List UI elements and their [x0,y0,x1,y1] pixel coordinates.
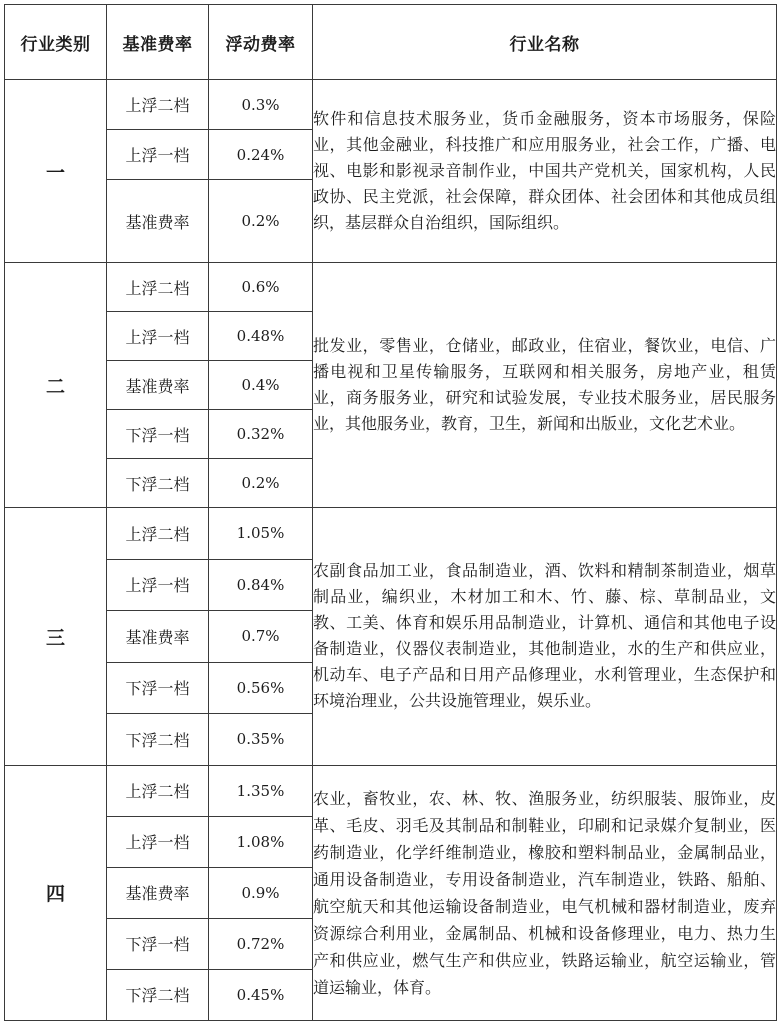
category-label: 三 [5,508,107,766]
tier-label: 上浮一档 [107,130,209,180]
tier-label: 上浮二档 [107,765,209,816]
tier-label: 下浮二档 [107,714,209,766]
rate-value: 1.08% [209,816,313,867]
header-category: 行业类别 [5,5,107,80]
rate-value: 0.9% [209,867,313,918]
tier-label: 上浮一档 [107,312,209,361]
rate-value: 0.45% [209,969,313,1020]
rate-value: 0.24% [209,130,313,180]
industry-names: 批发业，零售业，仓储业，邮政业，住宿业，餐饮业，电信、广播电视和卫星传输服务，互联网和相关服务，房地产业，租赁业，商务服务业，研究和试验发展，专业技术服务业，居民服务业，其他服务业，教育，卫生，新闻和出版业，文化艺术业。 [313,263,777,508]
tier-label: 下浮二档 [107,459,209,508]
table-row [5,765,777,816]
tier-label: 基准费率 [107,611,209,663]
rate-value: 0.72% [209,918,313,969]
rate-value: 0.2% [209,459,313,508]
industry-names: 农业，畜牧业，农、林、牧、渔服务业，纺织服装、服饰业，皮革、毛皮、羽毛及其制品和制鞋业，印刷和记录媒介复制业，医药制造业，化学纤维制造业，橡胶和塑料制品业，金属制品业，通用设备制造业，专用设备制造业，汽车制造业，铁路、船舶、航空航天和其他运输设备制造业，电气机械和器材制造业，废弃资源综合利用业，金属制品、机械和设备修理业，电力、热力生产和供应业，燃气生产和供应业，铁路运输业，航空运输业，管道运输业，体育。 [313,765,777,1020]
rate-value: 0.6% [209,263,313,312]
category-label: 一 [5,80,107,263]
rate-value: 0.2% [209,180,313,263]
tier-label: 基准费率 [107,180,209,263]
rate-value: 1.35% [209,765,313,816]
rate-value: 0.56% [209,662,313,714]
industry-rate-table [4,4,777,1021]
tier-label: 上浮一档 [107,816,209,867]
rate-value: 0.84% [209,559,313,611]
header-base-rate: 基准费率 [107,5,209,80]
category-group-1 [5,80,777,263]
tier-label: 基准费率 [107,361,209,410]
tier-label: 上浮二档 [107,263,209,312]
table-row [5,80,777,130]
category-label: 二 [5,263,107,508]
tier-label: 基准费率 [107,867,209,918]
rate-value: 0.4% [209,361,313,410]
rate-value: 0.35% [209,714,313,766]
rate-value: 0.3% [209,80,313,130]
table-row [5,263,777,312]
tier-label: 下浮二档 [107,969,209,1020]
header-row [5,5,777,80]
category-group-3 [5,508,777,766]
industry-names: 软件和信息技术服务业，货币金融服务，资本市场服务，保险业，其他金融业，科技推广和应用服务业，社会工作，广播、电视、电影和影视录音制作业，中国共产党机关，国家机构，人民政协、民主党派，社会保障，群众团体、社会团体和其他成员组织，基层群众自治组织，国际组织。 [313,80,777,263]
industry-names: 农副食品加工业，食品制造业，酒、饮料和精制茶制造业，烟草制品业，编织业，木材加工和木、竹、藤、棕、草制品业，文教、工美、体育和娱乐用品制造业，计算机、通信和其他电子设备制造业，仪器仪表制造业，其他制造业，水的生产和供应业，机动车、电子产品和日用产品修理业，水利管理业，生态保护和环境治理业，公共设施管理业，娱乐业。 [313,508,777,766]
rate-value: 0.7% [209,611,313,663]
rate-value: 1.05% [209,508,313,560]
table-row [5,508,777,560]
header-float-rate: 浮动费率 [209,5,313,80]
tier-label: 上浮二档 [107,508,209,560]
tier-label: 上浮二档 [107,80,209,130]
category-group-2 [5,263,777,508]
tier-label: 下浮一档 [107,918,209,969]
tier-label: 下浮一档 [107,662,209,714]
category-label: 四 [5,765,107,1020]
header-industries: 行业名称 [313,5,777,80]
rate-value: 0.48% [209,312,313,361]
rate-table-document [4,4,777,1021]
tier-label: 上浮一档 [107,559,209,611]
category-group-4 [5,765,777,1020]
tier-label: 下浮一档 [107,410,209,459]
rate-value: 0.32% [209,410,313,459]
